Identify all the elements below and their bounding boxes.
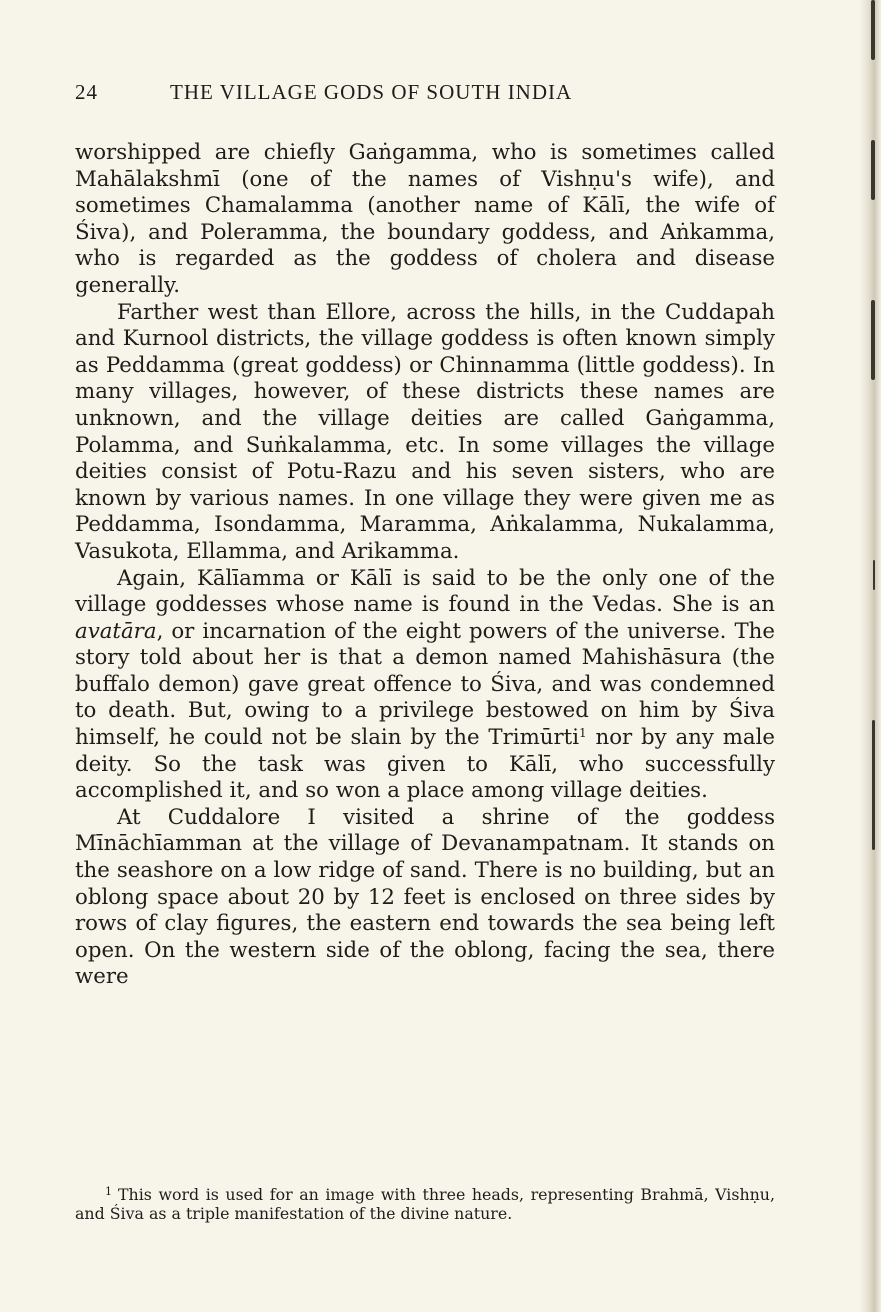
edge-mark [872, 720, 875, 850]
edge-mark [873, 560, 875, 590]
running-header [75, 80, 795, 105]
footnote-reference: 1 [579, 726, 587, 741]
edge-mark [871, 0, 875, 60]
running-title: THE VILLAGE GODS OF SOUTH INDIA [170, 80, 573, 104]
edge-mark [871, 140, 875, 200]
body-text [75, 140, 775, 991]
footnote [75, 1182, 775, 1223]
paragraph-4: At Cuddalore I visited a shrine of the goddess Mīnāchīamman at the village of Devanampatnam. It stands on the seashore on a low ridge of sand. There is no building, but an oblong space about 20 by 12 feet is enclosed on three sides by rows of clay figures, the eastern end towards the sea being left open. On the western side of the oblong, facing the sea, there were [75, 804, 775, 990]
page-number: 24 [75, 80, 98, 104]
paragraph-3-text-b: , or incarnation of the eight powers of the universe. The story told about her is that a demon named Mahishāsura (the buffalo demon) gave great offence to Śiva, and was condemned to death. But, owing to a privilege bestowed on him by Śiva himself, he could not be slain by the Trimūrti [75, 618, 775, 751]
paragraph-3 [75, 566, 775, 805]
edge-mark [871, 300, 875, 380]
paragraph-2: Farther west than Ellore, across the hills, in the Cuddapah and Kurnool districts, the village goddess is often known simply as Peddamma (great goddess) or Chinnamma (little goddess). In many villages, however, of these districts these names are unknown, and the village deities are called Gaṅgamma, Polamma, and Suṅkalamma, etc. In some villages the village deities consist of Potu-Razu and his seven sisters, who are known by various names. In one village they were given me as Peddamma, Isondamma, Maramma, Aṅkalamma, Nukalamma, Vasukota, Ellamma, and Arikamma. [75, 299, 775, 564]
avatara-italic: avatāra [75, 618, 157, 644]
page-edge-shadow [859, 0, 881, 1312]
paragraph-3-text-a: Again, Kālīamma or Kālī is said to be the only one of the village goddesses whose name is found in the Vedas. She is an [75, 565, 775, 618]
footnote-text: This word is used for an image with three heads, representing Brahmā, Vishṇu, and Śiva as a triple manifestation of the divine nature. [75, 1185, 775, 1223]
paragraph-1: worshipped are chiefly Gaṅgamma, who is sometimes called Mahālakshmī (one of the names of Vishṇu's wife), and sometimes Chamalamma (another name of Kālī, the wife of Śiva), and Poleramma, the boundary goddess, and Aṅkamma, who is regarded as the goddess of cholera and disease generally. [75, 140, 775, 298]
footnote-mark: 1 [105, 1185, 112, 1198]
paragraph-3-text-c: nor by any male deity. So the task was given to Kālī, who successfully accomplished it, and so won a place among village deities. [75, 725, 775, 804]
